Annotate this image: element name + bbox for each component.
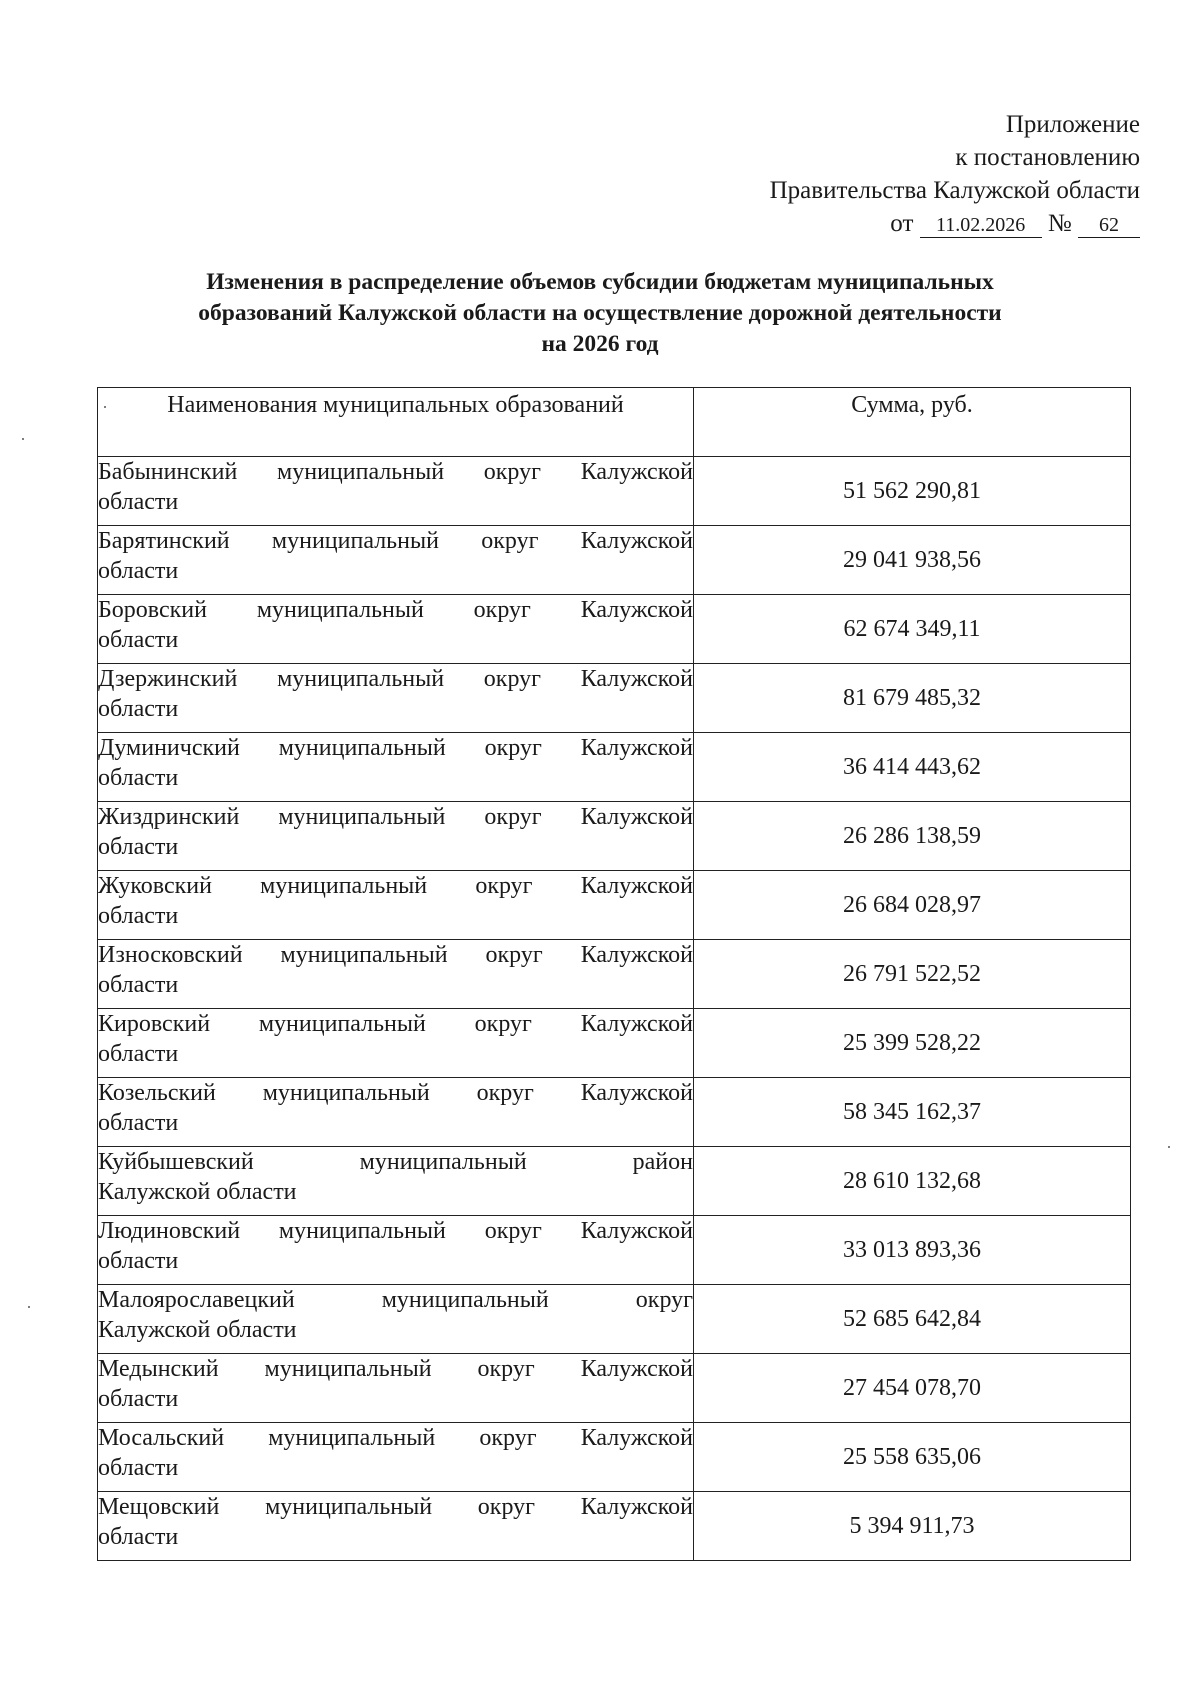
municipality-name-line-2: Калужской области — [98, 1317, 297, 1343]
title-line-1: Изменения в распределение объемов субсидии бюджетам муниципальных — [206, 269, 994, 295]
table-row — [98, 871, 1131, 940]
subsidy-amount-cell: 25 558 635,06 — [694, 1423, 1131, 1492]
municipality-name-line-2: области — [98, 1110, 179, 1136]
subsidy-amount-cell: 26 791 522,52 — [694, 940, 1131, 1009]
table-header-row — [98, 388, 1131, 457]
municipality-name-cell — [98, 733, 694, 802]
municipality-name-cell — [98, 1216, 694, 1285]
municipality-name-line-2: области — [98, 1455, 179, 1481]
subsidy-amount-cell: 81 679 485,32 — [694, 664, 1131, 733]
municipality-name-line-2: области — [98, 765, 179, 791]
title-line-2: образований Калужской области на осуществление дорожной деятельности — [198, 300, 1002, 326]
appendix-date-line — [580, 207, 1140, 240]
subsidy-amount-cell: 62 674 349,11 — [694, 595, 1131, 664]
subsidy-amount-cell: 33 013 893,36 — [694, 1216, 1131, 1285]
municipality-name-line-1: Жуковский муниципальный округ Калужской — [98, 873, 693, 899]
municipality-name-cell — [98, 1354, 694, 1423]
subsidy-amount-cell: 25 399 528,22 — [694, 1009, 1131, 1078]
scan-speck — [1168, 1146, 1170, 1148]
municipality-name-line-1: Людиновский муниципальный округ Калужской — [98, 1218, 693, 1244]
municipality-name-cell — [98, 526, 694, 595]
municipality-name-cell — [98, 595, 694, 664]
municipality-name-line-1: Куйбышевский муниципальный район — [98, 1149, 693, 1175]
subsidy-amount-cell: 5 394 911,73 — [694, 1492, 1131, 1561]
column-header-name: Наименования муниципальных образований — [98, 388, 694, 457]
municipality-name-line-2: области — [98, 834, 179, 860]
subsidy-amount-cell: 51 562 290,81 — [694, 457, 1131, 526]
resolution-date: 11.02.2026 — [920, 213, 1042, 238]
subsidy-amount-cell: 36 414 443,62 — [694, 733, 1131, 802]
appendix-label: Приложение — [1005, 111, 1140, 138]
table-row — [98, 1285, 1131, 1354]
table-row — [98, 1078, 1131, 1147]
column-header-sum: Сумма, руб. — [694, 388, 1131, 457]
table-row — [98, 664, 1131, 733]
table-row — [98, 457, 1131, 526]
municipality-name-line-2: области — [98, 1524, 179, 1550]
municipality-name-line-2: области — [98, 696, 179, 722]
scan-speck — [104, 406, 106, 408]
table-row — [98, 733, 1131, 802]
municipality-name-line-2: области — [98, 972, 179, 998]
table-row — [98, 1492, 1131, 1561]
municipality-name-line-2: области — [98, 489, 179, 515]
municipality-name-cell — [98, 1285, 694, 1354]
subsidy-amount-cell: 27 454 078,70 — [694, 1354, 1131, 1423]
municipality-name-line-1: Боровский муниципальный округ Калужской — [98, 597, 693, 623]
municipality-name-line-1: Козельский муниципальный округ Калужской — [98, 1080, 693, 1106]
table-row — [98, 526, 1131, 595]
subsidy-amount-cell: 28 610 132,68 — [694, 1147, 1131, 1216]
table-body — [98, 457, 1131, 1561]
subsidy-table — [97, 387, 1131, 1561]
municipality-name-line-2: области — [98, 1386, 179, 1412]
municipality-name-line-2: Калужской области — [98, 1179, 297, 1205]
scan-speck — [28, 1306, 30, 1308]
document-title — [120, 267, 1080, 360]
subsidy-amount-cell: 26 286 138,59 — [694, 802, 1131, 871]
municipality-name-line-1: Медынский муниципальный округ Калужской — [98, 1356, 693, 1382]
municipality-name-line-1: Мосальский муниципальный округ Калужской — [98, 1425, 693, 1451]
appendix-resolution-label: к постановлению — [955, 144, 1140, 171]
table-row — [98, 1009, 1131, 1078]
table-row — [98, 1354, 1131, 1423]
municipality-name-line-2: области — [98, 1248, 179, 1274]
subsidy-amount-cell: 52 685 642,84 — [694, 1285, 1131, 1354]
table-row — [98, 1423, 1131, 1492]
table-row — [98, 940, 1131, 1009]
table-row — [98, 595, 1131, 664]
municipality-name-cell — [98, 940, 694, 1009]
municipality-name-line-2: области — [98, 1041, 179, 1067]
number-sign: № — [1047, 210, 1072, 237]
municipality-name-cell — [98, 457, 694, 526]
municipality-name-line-2: области — [98, 627, 179, 653]
appendix-government-label: Правительства Калужской области — [769, 177, 1140, 204]
municipality-name-cell — [98, 1078, 694, 1147]
municipality-name-line-2: области — [98, 558, 179, 584]
subsidy-amount-cell: 29 041 938,56 — [694, 526, 1131, 595]
municipality-name-cell — [98, 1147, 694, 1216]
title-line-3: на 2026 год — [541, 331, 659, 357]
table-row — [98, 1216, 1131, 1285]
municipality-name-line-1: Кировский муниципальный округ Калужской — [98, 1011, 693, 1037]
municipality-name-cell — [98, 1009, 694, 1078]
municipality-name-cell — [98, 664, 694, 733]
municipality-name-cell — [98, 871, 694, 940]
municipality-name-line-1: Бабынинский муниципальный округ Калужской — [98, 459, 693, 485]
appendix-header — [580, 108, 1140, 240]
municipality-name-line-1: Думиничский муниципальный округ Калужской — [98, 735, 693, 761]
subsidy-amount-cell: 58 345 162,37 — [694, 1078, 1131, 1147]
municipality-name-line-1: Износковский муниципальный округ Калужской — [98, 942, 693, 968]
table-row — [98, 802, 1131, 871]
municipality-name-cell — [98, 1492, 694, 1561]
resolution-number: 62 — [1078, 213, 1140, 238]
municipality-name-line-1: Малоярославецкий муниципальный округ — [98, 1287, 693, 1313]
subsidy-amount-cell: 26 684 028,97 — [694, 871, 1131, 940]
municipality-name-line-1: Жиздринский муниципальный округ Калужской — [98, 804, 693, 830]
date-prefix: от — [890, 210, 914, 237]
municipality-name-line-2: области — [98, 903, 179, 929]
municipality-name-line-1: Барятинский муниципальный округ Калужской — [98, 528, 693, 554]
table-row — [98, 1147, 1131, 1216]
municipality-name-cell — [98, 1423, 694, 1492]
scan-speck — [22, 438, 24, 440]
municipality-name-line-1: Дзержинский муниципальный округ Калужской — [98, 666, 693, 692]
municipality-name-line-1: Мещовский муниципальный округ Калужской — [98, 1494, 693, 1520]
municipality-name-cell — [98, 802, 694, 871]
